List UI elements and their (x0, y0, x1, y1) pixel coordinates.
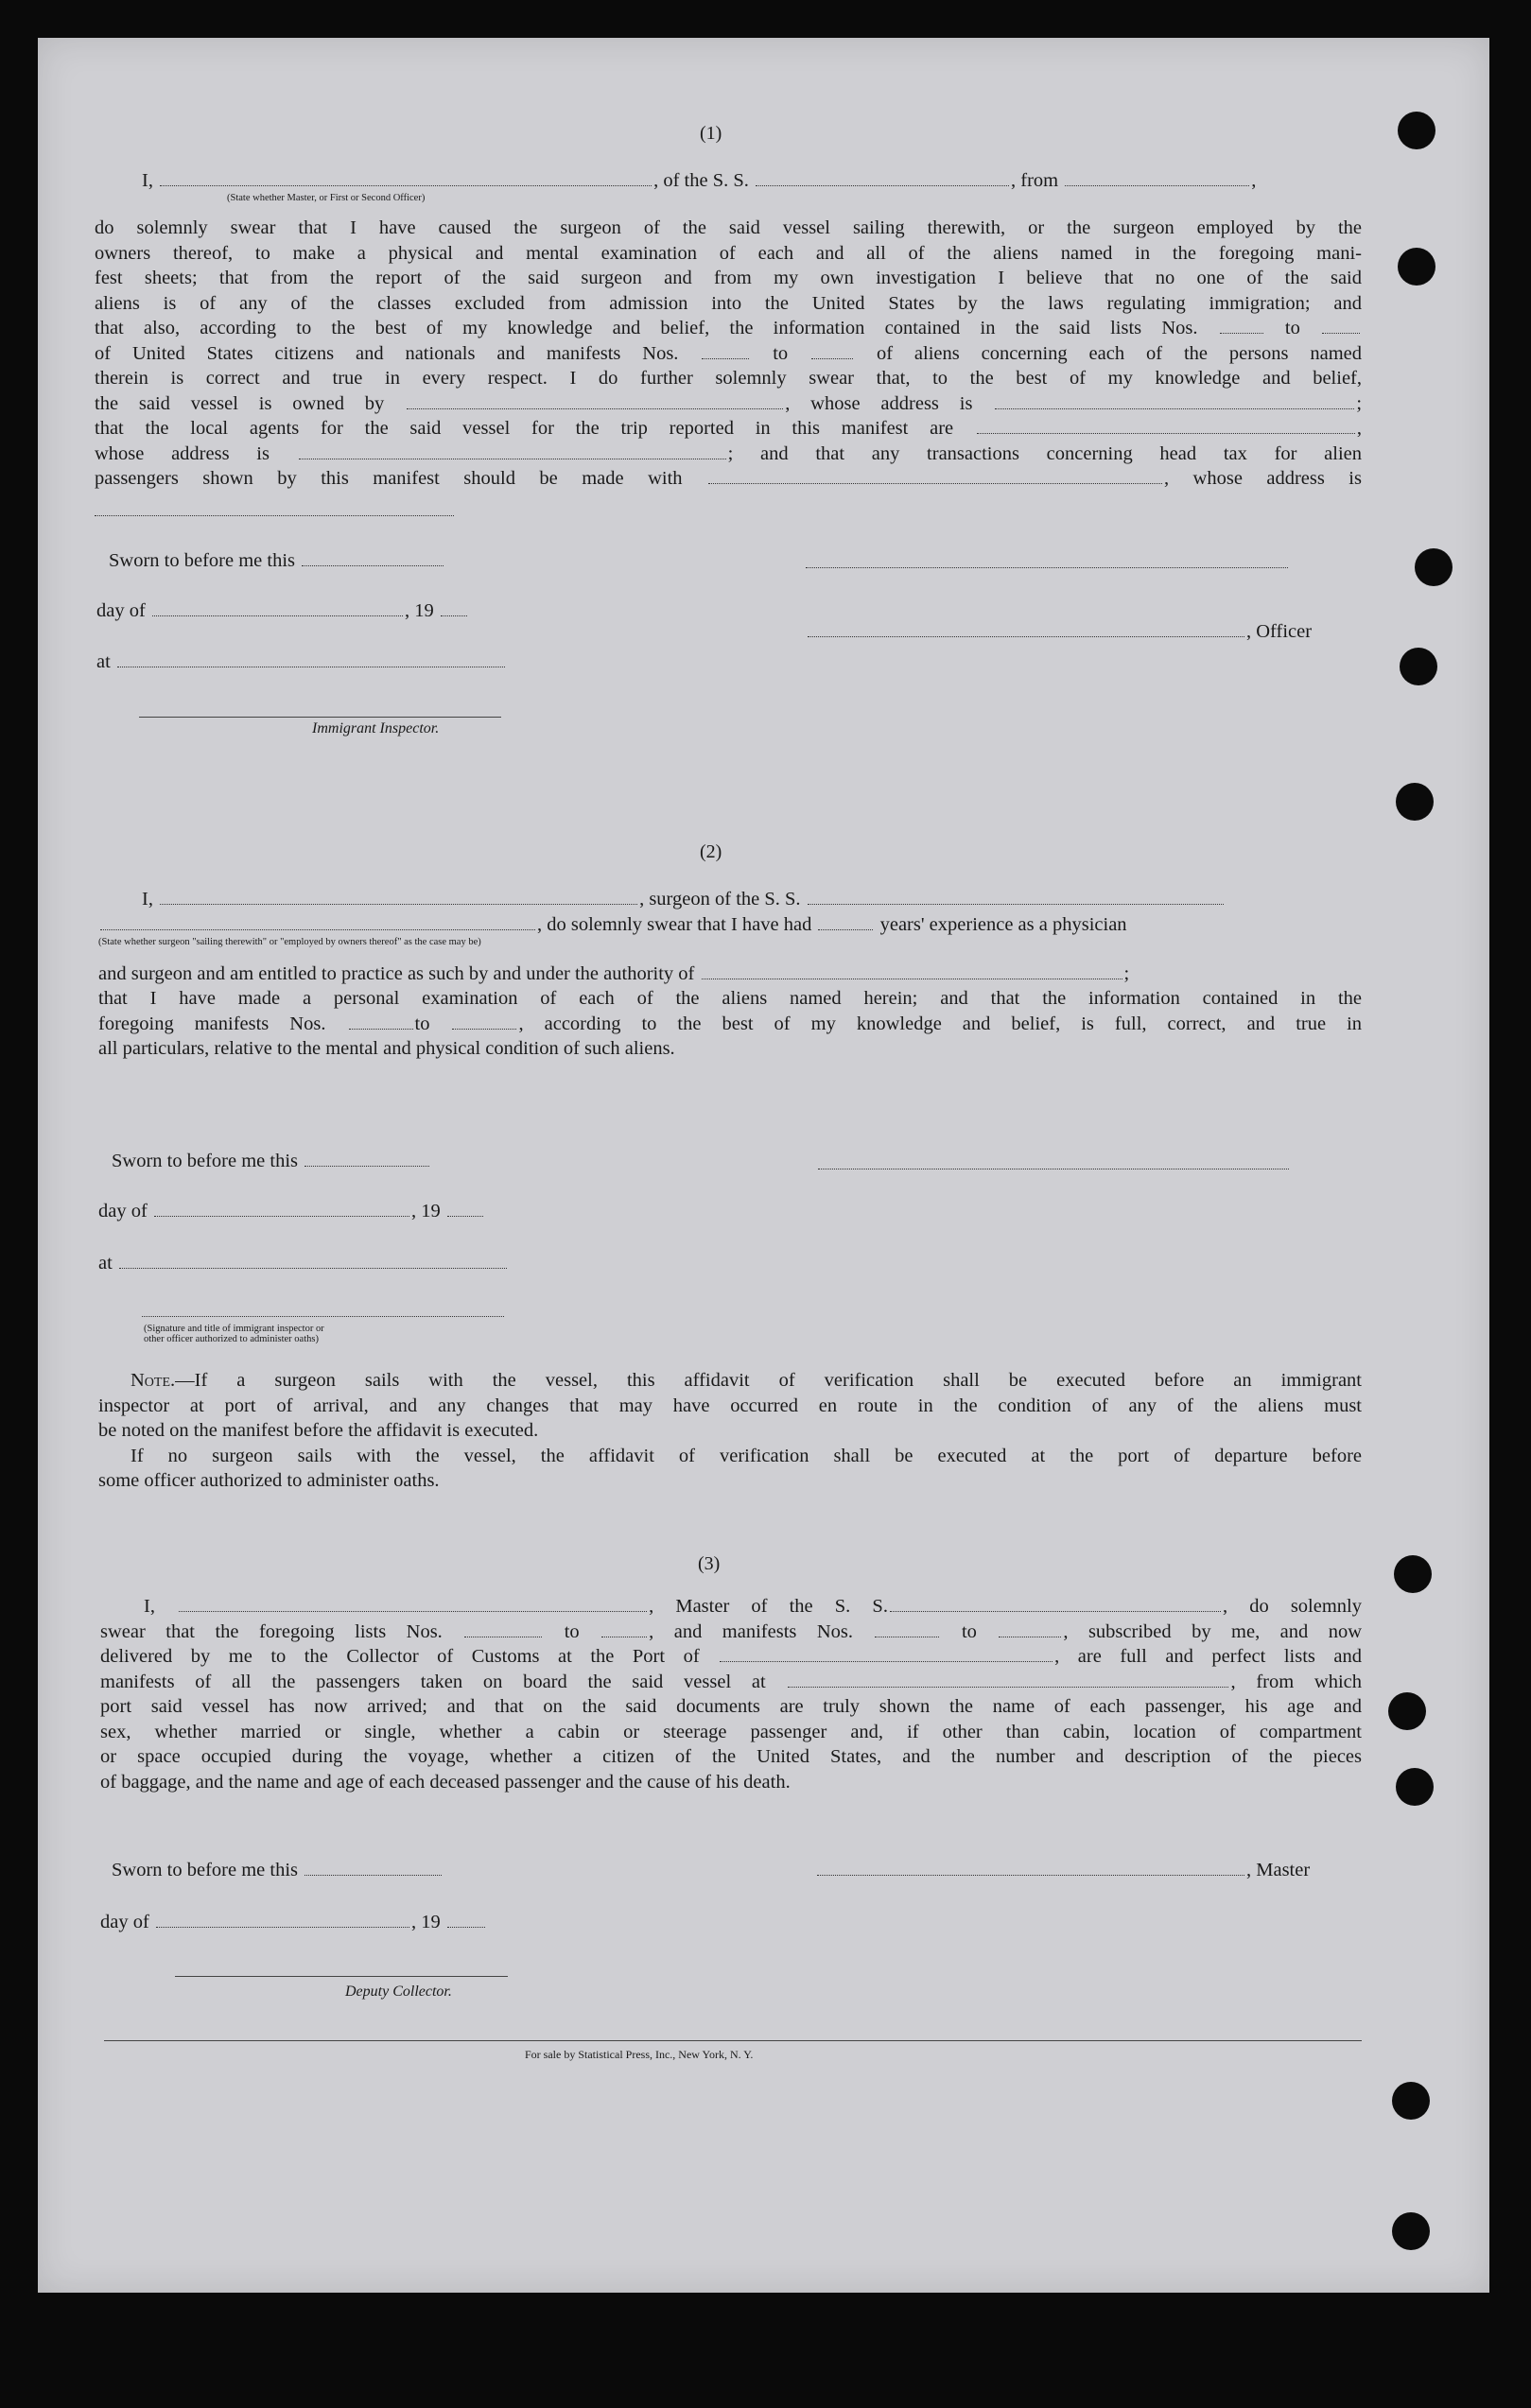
lists-to-blank[interactable] (1322, 319, 1360, 334)
master-name-blank[interactable] (160, 171, 652, 186)
at-place-blank[interactable] (117, 652, 505, 667)
text: passengers shown by this manifest should be made with (95, 468, 683, 489)
text: Sworn to before me this (112, 1151, 298, 1171)
year-blank[interactable] (447, 1913, 485, 1928)
lists-from-blank[interactable] (464, 1622, 542, 1637)
embark-port-blank[interactable] (788, 1672, 1228, 1688)
text: , from which (1230, 1671, 1363, 1692)
text: swear that the foregoing lists Nos. (100, 1620, 443, 1642)
paragraph-line (95, 316, 1362, 341)
punch-hole (1394, 1555, 1432, 1593)
text: and surgeon and am entitled to practice as such by and under the authority of (98, 963, 695, 984)
punch-hole (1392, 2212, 1430, 2250)
text: , surgeon of the S. S. (639, 889, 801, 909)
agents-blank[interactable] (977, 419, 1355, 434)
paragraph-line (98, 1368, 1362, 1394)
text: , subscribed by me, and now (1063, 1620, 1363, 1642)
official-signature-blank[interactable] (142, 1316, 504, 1317)
text: ; (1356, 392, 1363, 414)
text: some officer authorized to administer oaths. (98, 1470, 440, 1491)
section-1-line-1 (142, 168, 1362, 194)
paragraph-line (98, 1444, 1362, 1469)
officer-signature-blank[interactable] (808, 622, 1244, 637)
text: owners thereof, to make a physical and mental examination of each and all of the aliens named in the foregoing mani- (95, 242, 1362, 264)
form-sheet (38, 38, 1489, 2293)
text: I, (144, 1596, 155, 1617)
surgeon-ship-blank[interactable] (808, 890, 1224, 905)
lists-from-blank[interactable] (1220, 319, 1263, 334)
text: , 19 (410, 1201, 441, 1221)
lists-to-blank[interactable] (601, 1622, 647, 1637)
day-month-blank[interactable] (152, 601, 403, 616)
punch-hole (1415, 548, 1453, 586)
paragraph-line (95, 442, 1362, 467)
ship-name-blank[interactable] (890, 1597, 1221, 1612)
sworn-line (112, 1858, 444, 1883)
text: other officer authorized to administer oaths) (144, 1334, 319, 1344)
paragraph-line (100, 1644, 1362, 1670)
owner-blank[interactable] (407, 394, 783, 409)
master-signature-blank[interactable] (817, 1861, 1244, 1876)
text: at (98, 1253, 113, 1273)
paragraph-line (100, 1620, 1362, 1645)
footer-text: For sale by Statistical Press, Inc., New York, N. Y. (525, 2048, 754, 2061)
text: ; and that any transactions concerning head tax for alien (727, 442, 1363, 464)
text: or space occupied during the voyage, whether a citizen of the United States, and the number and description of the pieces (100, 1746, 1362, 1767)
text: to (414, 1013, 430, 1034)
port-blank[interactable] (720, 1647, 1053, 1662)
day-line (100, 1910, 487, 1935)
day-month-blank[interactable] (156, 1913, 409, 1928)
paragraph-line (98, 1012, 1362, 1037)
punch-hole (1396, 783, 1434, 821)
authority-line (98, 961, 1129, 987)
text: to (564, 1620, 580, 1642)
text: be noted on the manifest before the affidavit is executed. (98, 1420, 539, 1441)
sworn-line (112, 1149, 431, 1174)
text: foregoing manifests Nos. (98, 1013, 326, 1034)
master-signature-blank[interactable] (806, 567, 1288, 568)
authority-blank[interactable] (702, 964, 1122, 979)
at-place-blank[interactable] (119, 1254, 507, 1269)
year-blank[interactable] (447, 1202, 483, 1217)
text: , are full and perfect lists and (1054, 1646, 1362, 1667)
text: manifests of all the passengers taken on board the said vessel at (100, 1671, 766, 1692)
master-caption: (State whether Master, or First or Second Officer) (227, 193, 426, 203)
text: therein is correct and true in every respect. I do further solemnly swear that, to the best of my knowledge and belief, (95, 368, 1362, 389)
section-1-number: (1) (700, 123, 722, 144)
text: day of (98, 1201, 148, 1221)
sworn-day-blank[interactable] (304, 1152, 429, 1167)
text: , and manifests Nos. (649, 1620, 853, 1642)
paragraph-line (100, 1594, 1362, 1620)
text: Sworn to before me this (109, 550, 295, 571)
text: , whose address is (785, 392, 973, 414)
inspector-signature-line[interactable] (139, 717, 501, 718)
text: , (1251, 170, 1257, 191)
officer-line (806, 619, 1312, 645)
text: I, (142, 889, 153, 909)
manifests-to-blank[interactable] (999, 1622, 1061, 1637)
section-3-number: (3) (698, 1553, 721, 1574)
note-label: Note. (130, 1370, 176, 1391)
head-tax-address-blank[interactable] (95, 515, 454, 516)
collector-signature-line[interactable] (175, 1976, 508, 1977)
text: day of (100, 1912, 149, 1932)
master-name-blank[interactable] (179, 1597, 647, 1612)
text: that the local agents for the said vessel for the trip reported in this manifest are (95, 418, 954, 439)
surgeon-name-blank[interactable] (160, 890, 637, 905)
text: , Master of the S. S. (649, 1596, 888, 1617)
text: I, (142, 170, 153, 191)
punch-hole (1396, 1768, 1434, 1806)
manifests-to-blank[interactable] (811, 344, 853, 359)
section-2-line-2 (98, 912, 1127, 938)
agents-address-blank[interactable] (299, 444, 726, 459)
text: , of the S. S. (653, 170, 749, 191)
text: of aliens concerning each of the persons named (876, 342, 1363, 364)
years-blank[interactable] (818, 915, 873, 930)
text: (Signature and title of immigrant inspector or (144, 1324, 324, 1334)
sworn-day-blank[interactable] (302, 551, 444, 566)
text: to (773, 342, 789, 364)
paragraph-line (95, 341, 1362, 367)
surgeon-status-blank[interactable] (100, 915, 535, 930)
punch-hole (1398, 248, 1435, 286)
text: If no surgeon sails with the vessel, the affidavit of verification shall be executed at the port of departure before (130, 1445, 1362, 1466)
at-line (96, 650, 507, 675)
paragraph-line (95, 416, 1362, 442)
punch-hole (1388, 1692, 1426, 1730)
section-1-paragraph (95, 216, 1362, 492)
text: years' experience as a physician (879, 914, 1127, 935)
section-2-line-1 (142, 887, 1362, 912)
ship-name-blank[interactable] (756, 171, 1009, 186)
manifests-from-blank[interactable] (875, 1622, 939, 1637)
text: , from (1011, 170, 1059, 191)
text: —If a surgeon sails with the vessel, this affidavit of verification shall be executed before an immigrant (175, 1370, 1362, 1391)
manifest-from-blank[interactable] (349, 1014, 413, 1030)
text: , 19 (410, 1912, 441, 1932)
text: that I have made a personal examination of each of the aliens named herein; and that the information contained in the (98, 988, 1362, 1009)
text: Sworn to before me this (112, 1860, 298, 1880)
sworn-line (109, 548, 445, 574)
signature-caption (144, 1324, 324, 1344)
manifests-from-blank[interactable] (702, 344, 749, 359)
text: aliens is of any of the classes excluded from admission into the United States by the laws regulating immigration; and (95, 292, 1362, 314)
text: , do solemnly swear that I have had (537, 914, 812, 935)
section-2-paragraph (98, 986, 1362, 1062)
text: fest sheets; that from the report of the said surgeon and from my own investigation I believe that no one of the said (95, 268, 1362, 288)
section-3-paragraph (100, 1594, 1362, 1794)
text: , Master (1246, 1860, 1311, 1880)
manifest-to-blank[interactable] (452, 1014, 516, 1030)
text: to (961, 1620, 977, 1642)
text: port said vessel has now arrived; and that on the said documents are truly shown the name of each passenger, his age and (100, 1696, 1362, 1717)
punch-hole (1398, 112, 1435, 149)
text: to (1284, 318, 1300, 338)
sworn-day-blank[interactable] (304, 1861, 442, 1876)
text: , according to the best of my knowledge and belief, is full, correct, and true in (518, 1013, 1363, 1034)
punch-hole (1400, 648, 1437, 685)
at-line (98, 1251, 509, 1276)
collector-caption: Deputy Collector. (345, 1984, 452, 2000)
master-line (815, 1858, 1310, 1883)
owner-address-blank[interactable] (995, 394, 1354, 409)
from-port-blank[interactable] (1065, 171, 1249, 186)
footer-rule (104, 2040, 1362, 2041)
text: whose address is (95, 442, 270, 464)
head-tax-agent-blank[interactable] (708, 469, 1162, 484)
surgeon-caption: (State whether surgeon "sailing therewith" or "employed by owners thereof" as the case may be) (98, 937, 481, 947)
paragraph-line (100, 1670, 1362, 1695)
punch-hole (1392, 2082, 1430, 2120)
section-2-number: (2) (700, 841, 722, 862)
text: all particulars, relative to the mental and physical condition of such aliens. (98, 1038, 675, 1059)
text: ; (1123, 963, 1130, 984)
text: , Officer (1246, 621, 1313, 642)
inspector-caption: Immigrant Inspector. (312, 720, 440, 736)
text: do solemnly swear that I have caused the surgeon of the said vessel sailing therewith, or the surgeon employed by the (95, 217, 1362, 238)
text: sex, whether married or single, whether a cabin or steerage passenger and, if other than cabin, location of compartment (100, 1721, 1362, 1742)
text: , do solemnly (1222, 1596, 1362, 1617)
text: of baggage, and the name and age of each deceased passenger and the cause of his death. (100, 1771, 791, 1793)
text: day of (96, 600, 146, 621)
text: delivered by me to the Collector of Customs at the Port of (100, 1646, 700, 1667)
text: , 19 (404, 600, 434, 621)
text: , whose address is (1163, 468, 1362, 489)
day-month-blank[interactable] (154, 1202, 409, 1217)
text: at (96, 651, 111, 672)
text: the said vessel is owned by (95, 392, 385, 414)
year-blank[interactable] (441, 601, 467, 616)
text: inspector at port of arrival, and any changes that may have occurred en route in the condition of any of the aliens must (98, 1395, 1362, 1416)
text: , (1356, 418, 1363, 439)
text: of United States citizens and nationals and manifests Nos. (95, 342, 679, 364)
paragraph-line (95, 466, 1362, 492)
text: that also, according to the best of my knowledge and belief, the information contained in the said lists Nos. (95, 318, 1198, 338)
day-line (98, 1199, 485, 1224)
note-paragraph (98, 1368, 1362, 1494)
day-line (96, 598, 469, 624)
paragraph-line (95, 391, 1362, 417)
